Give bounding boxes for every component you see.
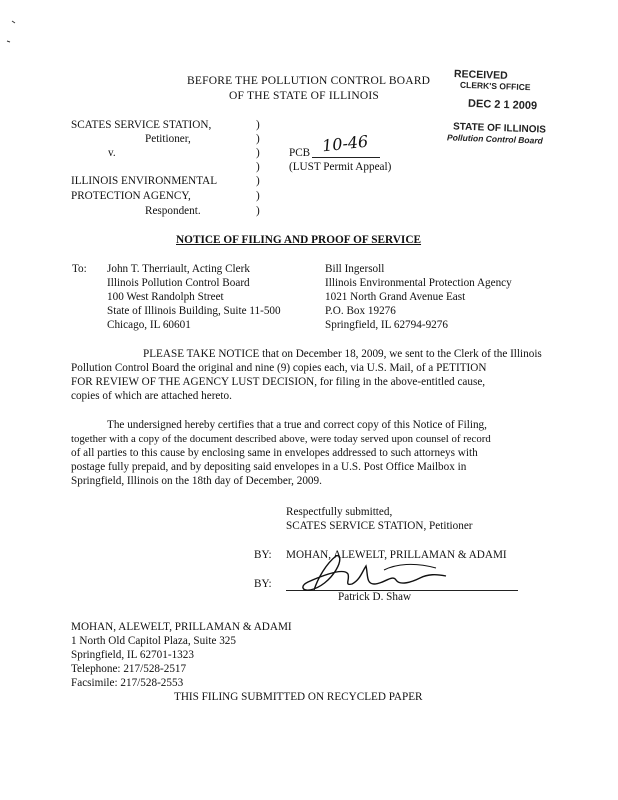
to-label: To: bbox=[72, 263, 87, 275]
footer-firm-telephone: Telephone: 217/528-2517 bbox=[71, 663, 187, 675]
stamp-state: STATE OF ILLINOIS bbox=[452, 121, 547, 136]
addressee-right-5: Springfield, IL 62794-9276 bbox=[325, 319, 448, 331]
addressee-right-3: 1021 North Grand Avenue East bbox=[325, 291, 466, 303]
footer-firm-name: MOHAN, ALEWELT, PRILLAMAN & ADAMI bbox=[71, 621, 292, 633]
addressee-right-4: P.O. Box 19276 bbox=[325, 305, 396, 317]
addressee-left-5: Chicago, IL 60601 bbox=[107, 319, 191, 331]
paren: ) bbox=[256, 190, 260, 202]
footer-firm-address: 1 North Old Capitol Plaza, Suite 325 bbox=[71, 635, 236, 647]
addressee-left-4: State of Illinois Building, Suite 11-500 bbox=[107, 305, 281, 317]
recycled-notice: THIS FILING SUBMITTED ON RECYCLED PAPER bbox=[174, 691, 423, 703]
stamp-date: DEC 2 1 2009 bbox=[467, 97, 538, 113]
pcb-number: 10-46 bbox=[321, 131, 369, 156]
closing-firm: MOHAN, ALEWELT, PRILLAMAN & ADAMI bbox=[286, 549, 507, 561]
stamp-office: CLERK'S OFFICE bbox=[459, 79, 531, 93]
paragraph1-line2: Pollution Control Board the original and nine (9) copies each, via U.S. Mail, of a PETITION bbox=[71, 362, 487, 374]
respondent-role: Respondent. bbox=[145, 205, 201, 217]
respondent-line1: ILLINOIS ENVIRONMENTAL bbox=[71, 175, 218, 187]
addressee-left-1: John T. Therriault, Acting Clerk bbox=[107, 263, 250, 275]
respondent-line2: PROTECTION AGENCY, bbox=[71, 190, 191, 202]
paragraph2-line2: together with a copy of the document described above, were today served upon counsel of record bbox=[71, 433, 491, 445]
stamp-received: RECEIVED bbox=[453, 68, 508, 82]
header-line2: OF THE STATE OF ILLINOIS bbox=[229, 90, 379, 102]
paragraph2-line5: Springfield, Illinois on the 18th day of December, 2009. bbox=[71, 475, 322, 487]
stamp-board: Pollution Control Board bbox=[446, 132, 544, 146]
paren: ) bbox=[256, 175, 260, 187]
by-label-2: BY: bbox=[254, 578, 272, 590]
by-label-1: BY: bbox=[254, 549, 272, 561]
document-title: NOTICE OF FILING AND PROOF OF SERVICE bbox=[176, 234, 422, 246]
petitioner-name: SCATES SERVICE STATION, bbox=[71, 119, 212, 131]
scan-marks bbox=[4, 18, 28, 48]
closing-party: SCATES SERVICE STATION, Petitioner bbox=[286, 520, 473, 532]
footer-firm-facsimile: Facsimile: 217/528-2553 bbox=[71, 677, 184, 689]
header-line1: BEFORE THE POLLUTION CONTROL BOARD bbox=[187, 75, 431, 87]
paragraph1-line3: FOR REVIEW OF THE AGENCY LUST DECISION, for filing in the above-entitled cause, bbox=[71, 376, 486, 388]
signer-name: Patrick D. Shaw bbox=[338, 591, 412, 603]
addressee-left-2: Illinois Pollution Control Board bbox=[107, 277, 250, 289]
pcb-label: PCB bbox=[289, 147, 311, 159]
petitioner-role: Petitioner, bbox=[145, 133, 191, 145]
respectfully-submitted: Respectfully submitted, bbox=[286, 506, 393, 518]
paren: ) bbox=[256, 205, 260, 217]
paragraph2-line4: postage fully prepaid, and by depositing said envelopes in a U.S. Post Office Mailbox in bbox=[71, 461, 467, 473]
paren: ) bbox=[256, 161, 260, 173]
addressee-left-3: 100 West Randolph Street bbox=[107, 291, 224, 303]
paragraph2-line3: of all parties to this cause by enclosing same in envelopes addressed to such attorneys with bbox=[71, 447, 478, 459]
footer-firm-city: Springfield, IL 62701-1323 bbox=[71, 649, 194, 661]
paragraph2-line1: The undersigned hereby certifies that a true and correct copy of this Notice of Filing, bbox=[107, 419, 487, 431]
versus: v. bbox=[108, 147, 116, 159]
paren: ) bbox=[256, 119, 260, 131]
paragraph1-line4: copies of which are attached hereto. bbox=[71, 390, 232, 402]
paren: ) bbox=[256, 147, 260, 159]
pcb-line bbox=[312, 157, 380, 158]
addressee-right-1: Bill Ingersoll bbox=[325, 263, 385, 275]
paragraph1-line1: PLEASE TAKE NOTICE that on December 18, 2009, we sent to the Clerk of the Illinois bbox=[143, 348, 542, 360]
paren: ) bbox=[256, 133, 260, 145]
addressee-right-2: Illinois Environmental Protection Agency bbox=[325, 277, 512, 289]
appeal-type: (LUST Permit Appeal) bbox=[289, 161, 392, 173]
